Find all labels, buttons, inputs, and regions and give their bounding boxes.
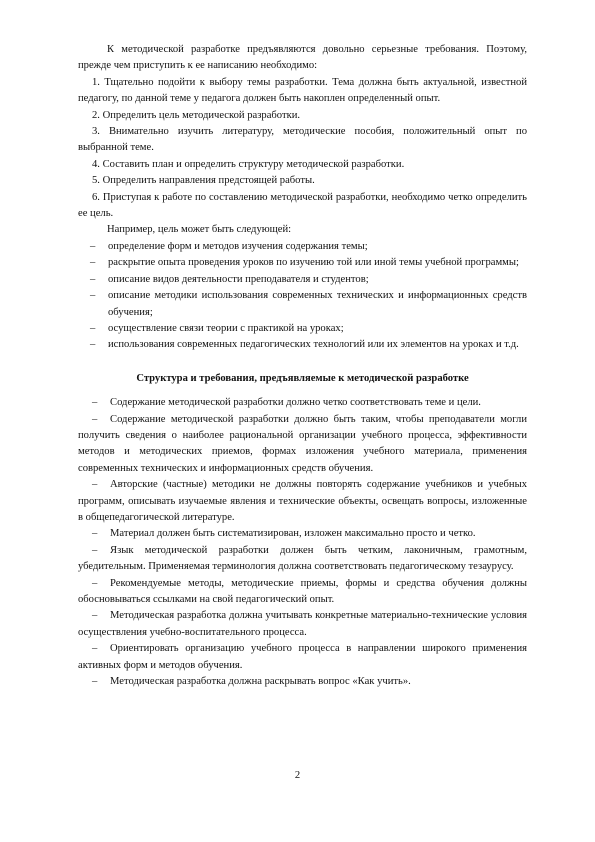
goal-item: – описание видов деятельности преподавателя и студентов; [78, 272, 527, 288]
document-page [78, 42, 527, 690]
step-item: 4. Составить план и определить структуру методической разработки. [92, 158, 405, 170]
goal-item: – описание методики использования современных технических и информационных средств обучения; [78, 288, 527, 321]
goal-item: – определение форм и методов изучения содержания темы; [78, 239, 527, 255]
goal-item: – раскрытие опыта проведения уроков по изучению той или иной темы учебной программы; [78, 255, 527, 271]
goal-item: – использования современных педагогических технологий или их элементов на уроках и т.д. [78, 337, 527, 353]
intro-paragraph: К методической разработке предъявляются довольно серьезные требования. Поэтому, прежде чем приступить к ее написанию необходимо: [78, 44, 527, 72]
requirement-item: – Ориентировать организацию учебного процесса в направлении широкого применения активных форм и методов обучения. [78, 643, 527, 671]
requirement-item: – Методическая разработка должна раскрывать вопрос «Как учить». [92, 676, 411, 688]
requirement-item: – Язык методической разработки должен быть четким, лаконичным, грамотным, убедительным. Применяемая терминология должна соответствовать педагогическому тезаурусу. [78, 544, 527, 573]
step-item: 5. Определить направления предстоящей работы. [92, 175, 315, 187]
goal-item: – осуществление связи теории с практикой на уроках; [78, 321, 527, 337]
requirement-item: – Методическая разработка должна учитывать конкретные материально-технические условия осуществления учебно-воспитательного процесса. [78, 610, 527, 638]
requirement-item: – Рекомендуемые методы, методические приемы, формы и средства обучения должны обосновываться ссылками на свой педагогический опыт. [78, 577, 527, 605]
requirement-item: – Содержание методической разработки должно четко соответствовать теме и цели. [92, 397, 481, 409]
goals-list [78, 239, 527, 354]
step-item: 2. Определить цель методической разработки. [92, 109, 301, 121]
example-intro: Например, цель может быть следующей: [107, 224, 292, 236]
requirement-item: – Содержание методической разработки должно быть таким, чтобы преподаватели могли получить сведения о наиболее рациональной организации учебного процесса, эффективности методов и методических приемов, формах изложения учебного материала, применения современных технических и информационных средств обучения. [78, 413, 527, 474]
step-item: 6. Приступая к работе по составлению методической разработки, необходимо четко определить ее цель. [78, 191, 527, 220]
step-item: 3. Внимательно изучить литературу, методические пособия, положительный опыт по выбранной теме. [78, 126, 527, 154]
requirement-item: – Авторские (частные) методики не должны повторять содержание учебников и учебных программ, описывать изучаемые явления и технические объекты, освещать вопросы, изложенные в общепедагогической литературе. [78, 479, 527, 523]
section-heading: Структура и требования, предъявляемые к методической разработке [136, 372, 469, 384]
step-item: 1. Тщательно подойти к выбору темы разработки. Тема должна быть актуальной, известной педагогу, по данной теме у педагога должен быть накоплен определенный опыт. [78, 76, 527, 105]
page-number: 2 [294, 770, 301, 781]
requirement-item: – Материал должен быть систематизирован, изложен максимально просто и четко. [92, 528, 476, 540]
